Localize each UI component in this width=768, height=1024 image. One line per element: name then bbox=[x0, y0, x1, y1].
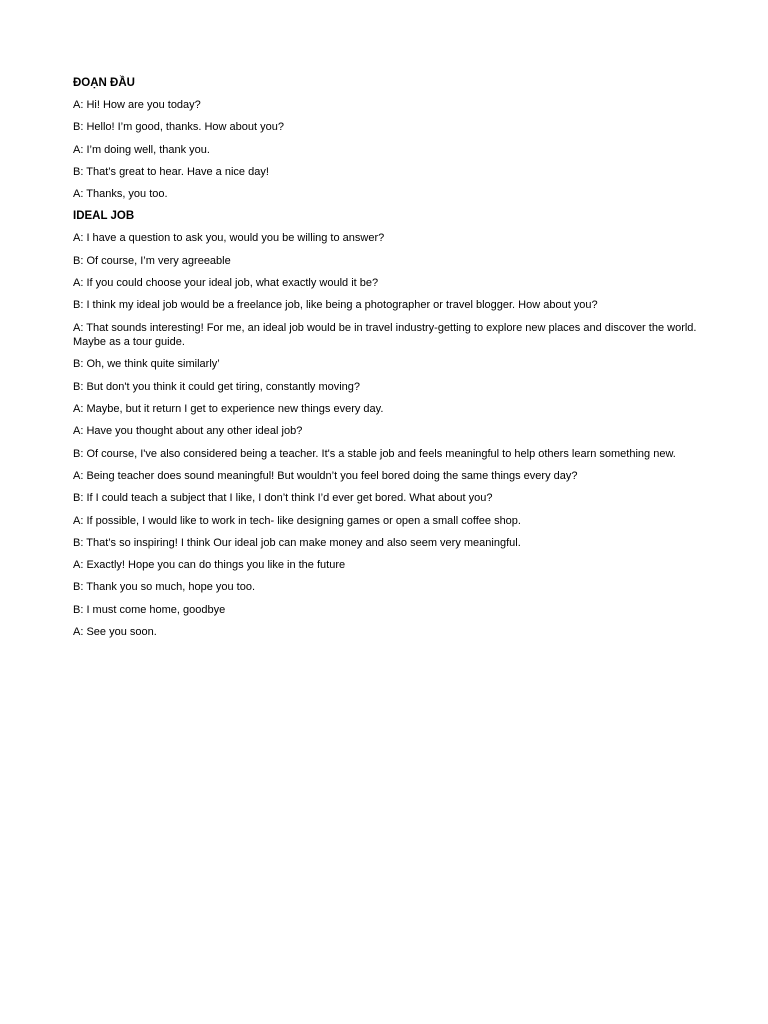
section-heading-ideal-job: IDEAL JOB bbox=[73, 210, 135, 223]
dialogue-line: B: If I could teach a subject that I like, I don’t think I’d ever get bored. What about you? bbox=[73, 492, 493, 505]
dialogue-line: B: I think my ideal job would be a freelance job, like being a photographer or travel blogger. How about you? bbox=[73, 299, 598, 312]
dialogue-line: B: Hello! I’m good, thanks. How about you? bbox=[73, 121, 284, 134]
dialogue-line: A: Have you thought about any other ideal job? bbox=[73, 425, 303, 438]
dialogue-line: A: If possible, I would like to work in tech- like designing games or open a small coffee shop. bbox=[73, 514, 521, 527]
dialogue-line: B: But don't you think it could get tiring, constantly moving? bbox=[73, 380, 361, 393]
section-heading-intro: ĐOẠN ĐẦU bbox=[73, 77, 135, 89]
dialogue-line: B: That’s so inspiring! I think Our ideal job can make money and also seem very meaningful. bbox=[73, 536, 521, 549]
dialogue-line: A: I’m doing well, thank you. bbox=[73, 143, 210, 156]
dialogue-line: A: Being teacher does sound meaningful! But wouldn’t you feel bored doing the same things every day? bbox=[73, 469, 578, 482]
dialogue-line: B: Thank you so much, hope you too. bbox=[73, 581, 256, 594]
dialogue-line: A: Thanks, you too. bbox=[73, 188, 168, 201]
dialogue-line: A: Maybe, but it return I get to experience new things every day. bbox=[73, 403, 384, 416]
dialogue-line: A: I have a question to ask you, would you be willing to answer? bbox=[73, 232, 385, 245]
dialogue-line: B: I must come home, goodbye bbox=[73, 603, 226, 616]
dialogue-line: B: Oh, we think quite similarly’ bbox=[73, 358, 220, 371]
dialogue-line: B: That’s great to hear. Have a nice day! bbox=[73, 165, 269, 178]
dialogue-line: A: See you soon. bbox=[73, 626, 157, 639]
dialogue-line: A: Exactly! Hope you can do things you like in the future bbox=[73, 559, 346, 572]
dialogue-line: B: Of course, I've also considered being a teacher. It's a stable job and feels meaningful to help others learn something new. bbox=[73, 447, 676, 460]
dialogue-line: A: Hi! How are you today? bbox=[73, 99, 201, 111]
document-page bbox=[73, 76, 698, 647]
dialogue-line: A: If you could choose your ideal job, what exactly would it be? bbox=[73, 277, 379, 290]
dialogue-line: A: That sounds interesting! For me, an ideal job would be in travel industry-getting to explore new places and discover the world. Maybe as a tour guide. bbox=[73, 321, 697, 349]
dialogue-line: B: Of course, I’m very agreeable bbox=[73, 254, 231, 267]
